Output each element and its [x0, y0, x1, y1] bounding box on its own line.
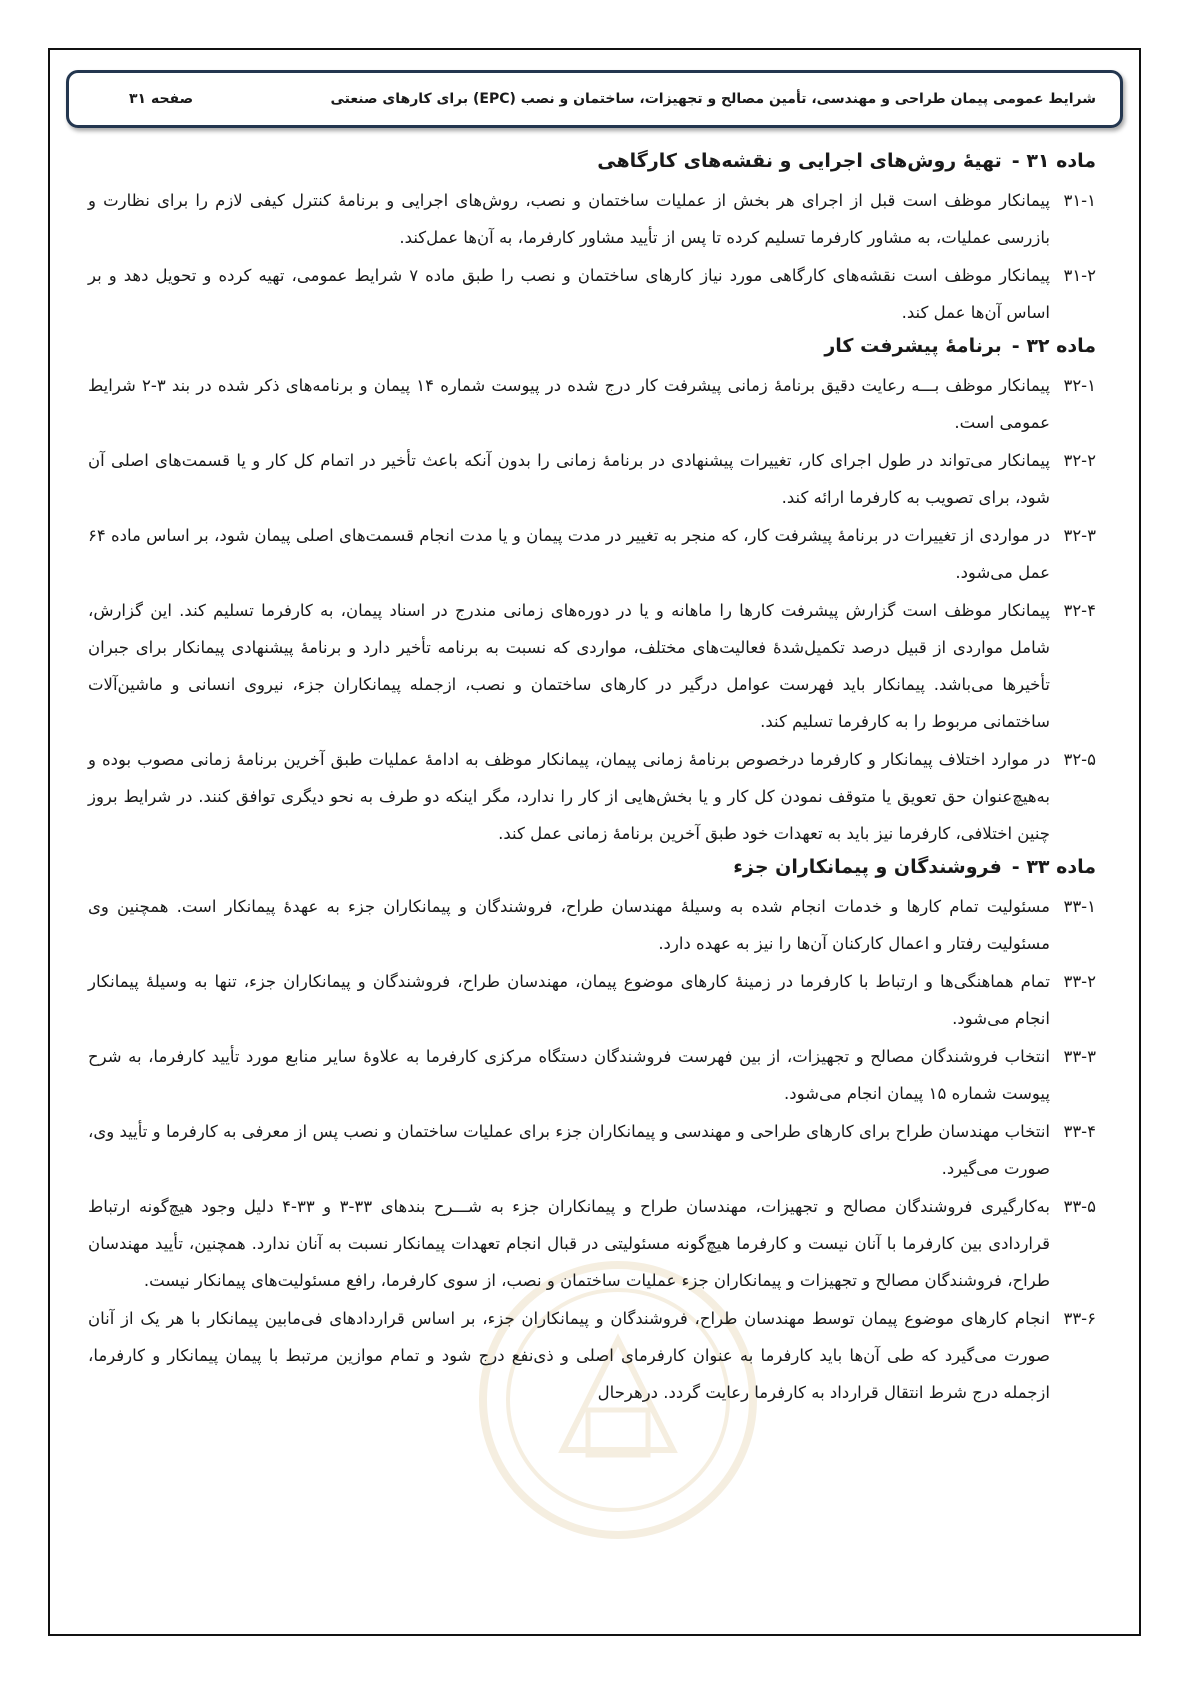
- clause-item: [88, 442, 1096, 516]
- page-header: [66, 70, 1123, 128]
- clause-text: به‌کارگیری فروشندگان مصالح و تجهیزات، مهندسان طراح و پیمانکاران جزء به شـــرح بندهای ۳۳-۳ و ۳۳-۴ دلیل وجود هیچ‌گونه ارتباط قراردادی بین کارفرما با آنان نیست و کارفرما هیچ‌گونه مسئولیتی در قبال انجام تعهدات پیمانکار نسبت به آنان ندارد. همچنین، تأیید مهندسان طراح، فروشندگان مصالح و تجهیزات و پیمانکاران جزء عملیات ساختمان و نصب، از سوی کارفرما، رافع مسئولیت‌های پیمانکار نیست.: [88, 1197, 1050, 1290]
- clause-number: ۳۳-۶: [1063, 1309, 1096, 1328]
- section-title: تهیهٔ روش‌های اجرایی و نقشه‌های کارگاهی: [597, 150, 1002, 172]
- clause-number: ۳۲-۱: [1063, 376, 1096, 395]
- clause-item: [88, 257, 1096, 331]
- section-31: [88, 150, 1096, 331]
- clause-text: انجام کارهای موضوع پیمان توسط مهندسان طراح، فروشندگان و پیمانکاران جزء، بر اساس قراردادهای فی‌مابین پیمانکار با هر یک از آنان صورت می‌گیرد که طی آن‌ها باید کارفرما به عنوان کارفرمای اصلی و ذی‌نفع درج شود و تمام موازین مرتبط با پیمان پیمانکار و کارفرما، ازجمله درج شرط انتقال قرارداد به کارفرما رعایت گردد. درهرحال: [88, 1309, 1050, 1402]
- document-body: [88, 146, 1096, 1412]
- clause-text: پیمانکار می‌تواند در طول اجرای کار، تغییرات پیشنهادی در برنامهٔ زمانی را بدون آنکه باعث تأخیر در اتمام کل کار و یا قسمت‌های اصلی آن شود، برای تصویب به کارفرما ارائه کند.: [88, 451, 1050, 507]
- clause-item: [88, 963, 1096, 1037]
- clause-item: [88, 592, 1096, 740]
- clause-number: ۳۳-۴: [1063, 1122, 1096, 1141]
- clause-text: در موارد اختلاف پیمانکار و کارفرما درخصوص برنامهٔ زمانی پیمان، پیمانکار موظف به ادامهٔ عملیات طبق آخرین برنامهٔ زمانی مصوب بوده و به‌هیچ‌عنوان حق تعویق یا متوقف نمودن کل کار و یا بخش‌هایی از کار را ندارد، مگر اینکه دو طرف به نحو دیگری توافق کنند. در شرایط بروز چنین اختلافی، کارفرما نیز باید به تعهدات خود طبق آخرین برنامهٔ زمانی عمل کند.: [88, 750, 1050, 843]
- section-title: برنامهٔ پیشرفت کار: [824, 335, 1002, 357]
- clause-number: ۳۲-۵: [1063, 750, 1096, 769]
- clause-text: انتخاب فروشندگان مصالح و تجهیزات، از بین فهرست فروشندگان دستگاه مرکزی کارفرما به علاوهٔ سایر منابع مورد تأیید کارفرما، به شرح پیوست شماره ۱۵ پیمان انجام می‌شود.: [88, 1047, 1050, 1103]
- clause-number: ۳۳-۱: [1063, 897, 1096, 916]
- clause-text: در مواردی از تغییرات در برنامهٔ پیشرفت کار، که منجر به تغییر در مدت پیمان و یا مدت انجام قسمت‌های اصلی پیمان شود، بر اساس ماده ۶۴ عمل می‌شود.: [88, 526, 1050, 582]
- clause-item: [88, 1188, 1096, 1299]
- clause-item: [88, 1113, 1096, 1187]
- section-number: ماده ۳۱ -: [1011, 150, 1096, 172]
- clause-text: پیمانکار موظف است گزارش پیشرفت کارها را ماهانه و یا در دوره‌های زمانی مندرج در اسناد پیمان، به کارفرما تسلیم کند. این گزارش، شامل مواردی از قبیل درصد تکمیل‌شدهٔ فعالیت‌های مختلف، مواردی که نسبت به برنامه تأخیر دارد و برنامهٔ پیشنهادی پیمانکار برای جبران تأخیرها می‌باشد. پیمانکار باید فهرست عوامل درگیر در کارهای ساختمان و نصب، ازجمله پیمانکاران جزء، نیروی انسانی و ماشین‌آلات ساختمانی مربوط را به کارفرما تسلیم کند.: [88, 601, 1050, 731]
- section-33: [88, 856, 1096, 1411]
- clause-text: پیمانکار موظف است نقشه‌های کارگاهی مورد نیاز کارهای ساختمان و نصب را طبق ماده ۷ شرایط عمومی، تهیه کرده و تحویل دهد و بر اساس آن‌ها عمل کند.: [88, 266, 1051, 322]
- clause-number: ۳۱-۱: [1063, 191, 1096, 210]
- clause-item: [88, 182, 1096, 256]
- page-number: صفحه ۳۱: [129, 91, 194, 107]
- section-number: ماده ۳۳ -: [1011, 856, 1096, 878]
- clause-number: ۳۲-۴: [1063, 601, 1096, 620]
- section-heading: [88, 335, 1096, 357]
- clause-number: ۳۲-۳: [1063, 526, 1096, 545]
- document-title: شرایط عمومی پیمان طراحی و مهندسی، تأمین مصالح و تجهیزات، ساختمان و نصب (EPC) برای کارهای صنعتی: [330, 91, 1096, 107]
- clause-item: [88, 888, 1096, 962]
- section-32: [88, 335, 1096, 852]
- section-heading: [88, 150, 1096, 172]
- clause-text: انتخاب مهندسان طراح برای کارهای طراحی و مهندسی و پیمانکاران جزء برای عملیات ساختمان و نصب پس از معرفی به کارفرما و تأیید وی، صورت می‌گیرد.: [88, 1122, 1050, 1178]
- clause-number: ۳۳-۵: [1063, 1197, 1096, 1216]
- clause-number: ۳۳-۳: [1063, 1047, 1096, 1066]
- clause-number: ۳۱-۲: [1063, 266, 1096, 285]
- section-title: فروشندگان و پیمانکاران جزء: [733, 856, 1002, 878]
- clause-item: [88, 517, 1096, 591]
- clause-item: [88, 1300, 1096, 1411]
- clause-text: مسئولیت تمام کارها و خدمات انجام شده به وسیلهٔ مهندسان طراح، فروشندگان و پیمانکاران جزء به عهدهٔ پیمانکار است. همچنین وی مسئولیت رفتار و اعمال کارکنان آن‌ها را نیز به عهده دارد.: [88, 897, 1050, 953]
- clause-number: ۳۲-۲: [1063, 451, 1096, 470]
- clause-item: [88, 367, 1096, 441]
- section-heading: [88, 856, 1096, 878]
- clause-item: [88, 741, 1096, 852]
- clause-text: پیمانکار موظف است قبل از اجرای هر بخش از عملیات ساختمان و نصب، روش‌های اجرایی و برنامهٔ کنترل کیفی لازم را برای نظارت و بازرسی عملیات، به مشاور کارفرما تسلیم کرده تا پس از تأیید مشاور کارفرما، به آن‌ها عمل‌کند.: [88, 191, 1050, 247]
- clause-item: [88, 1038, 1096, 1112]
- clause-text: تمام هماهنگی‌ها و ارتباط با کارفرما در زمینهٔ کارهای موضوع پیمان، مهندسان طراح، فروشندگان و پیمانکاران جزء، تنها به وسیلهٔ پیمانکار انجام می‌شود.: [88, 972, 1050, 1028]
- section-number: ماده ۳۲ -: [1011, 335, 1096, 357]
- clause-number: ۳۳-۲: [1063, 972, 1096, 991]
- clause-text: پیمانکار موظف بـــه رعایت دقیق برنامهٔ زمانی پیشرفت کار درج شده در پیوست شماره ۱۴ پیمان و برنامه‌های ذکر شده در بند ۳-۲ شرایط عمومی است.: [88, 376, 1050, 432]
